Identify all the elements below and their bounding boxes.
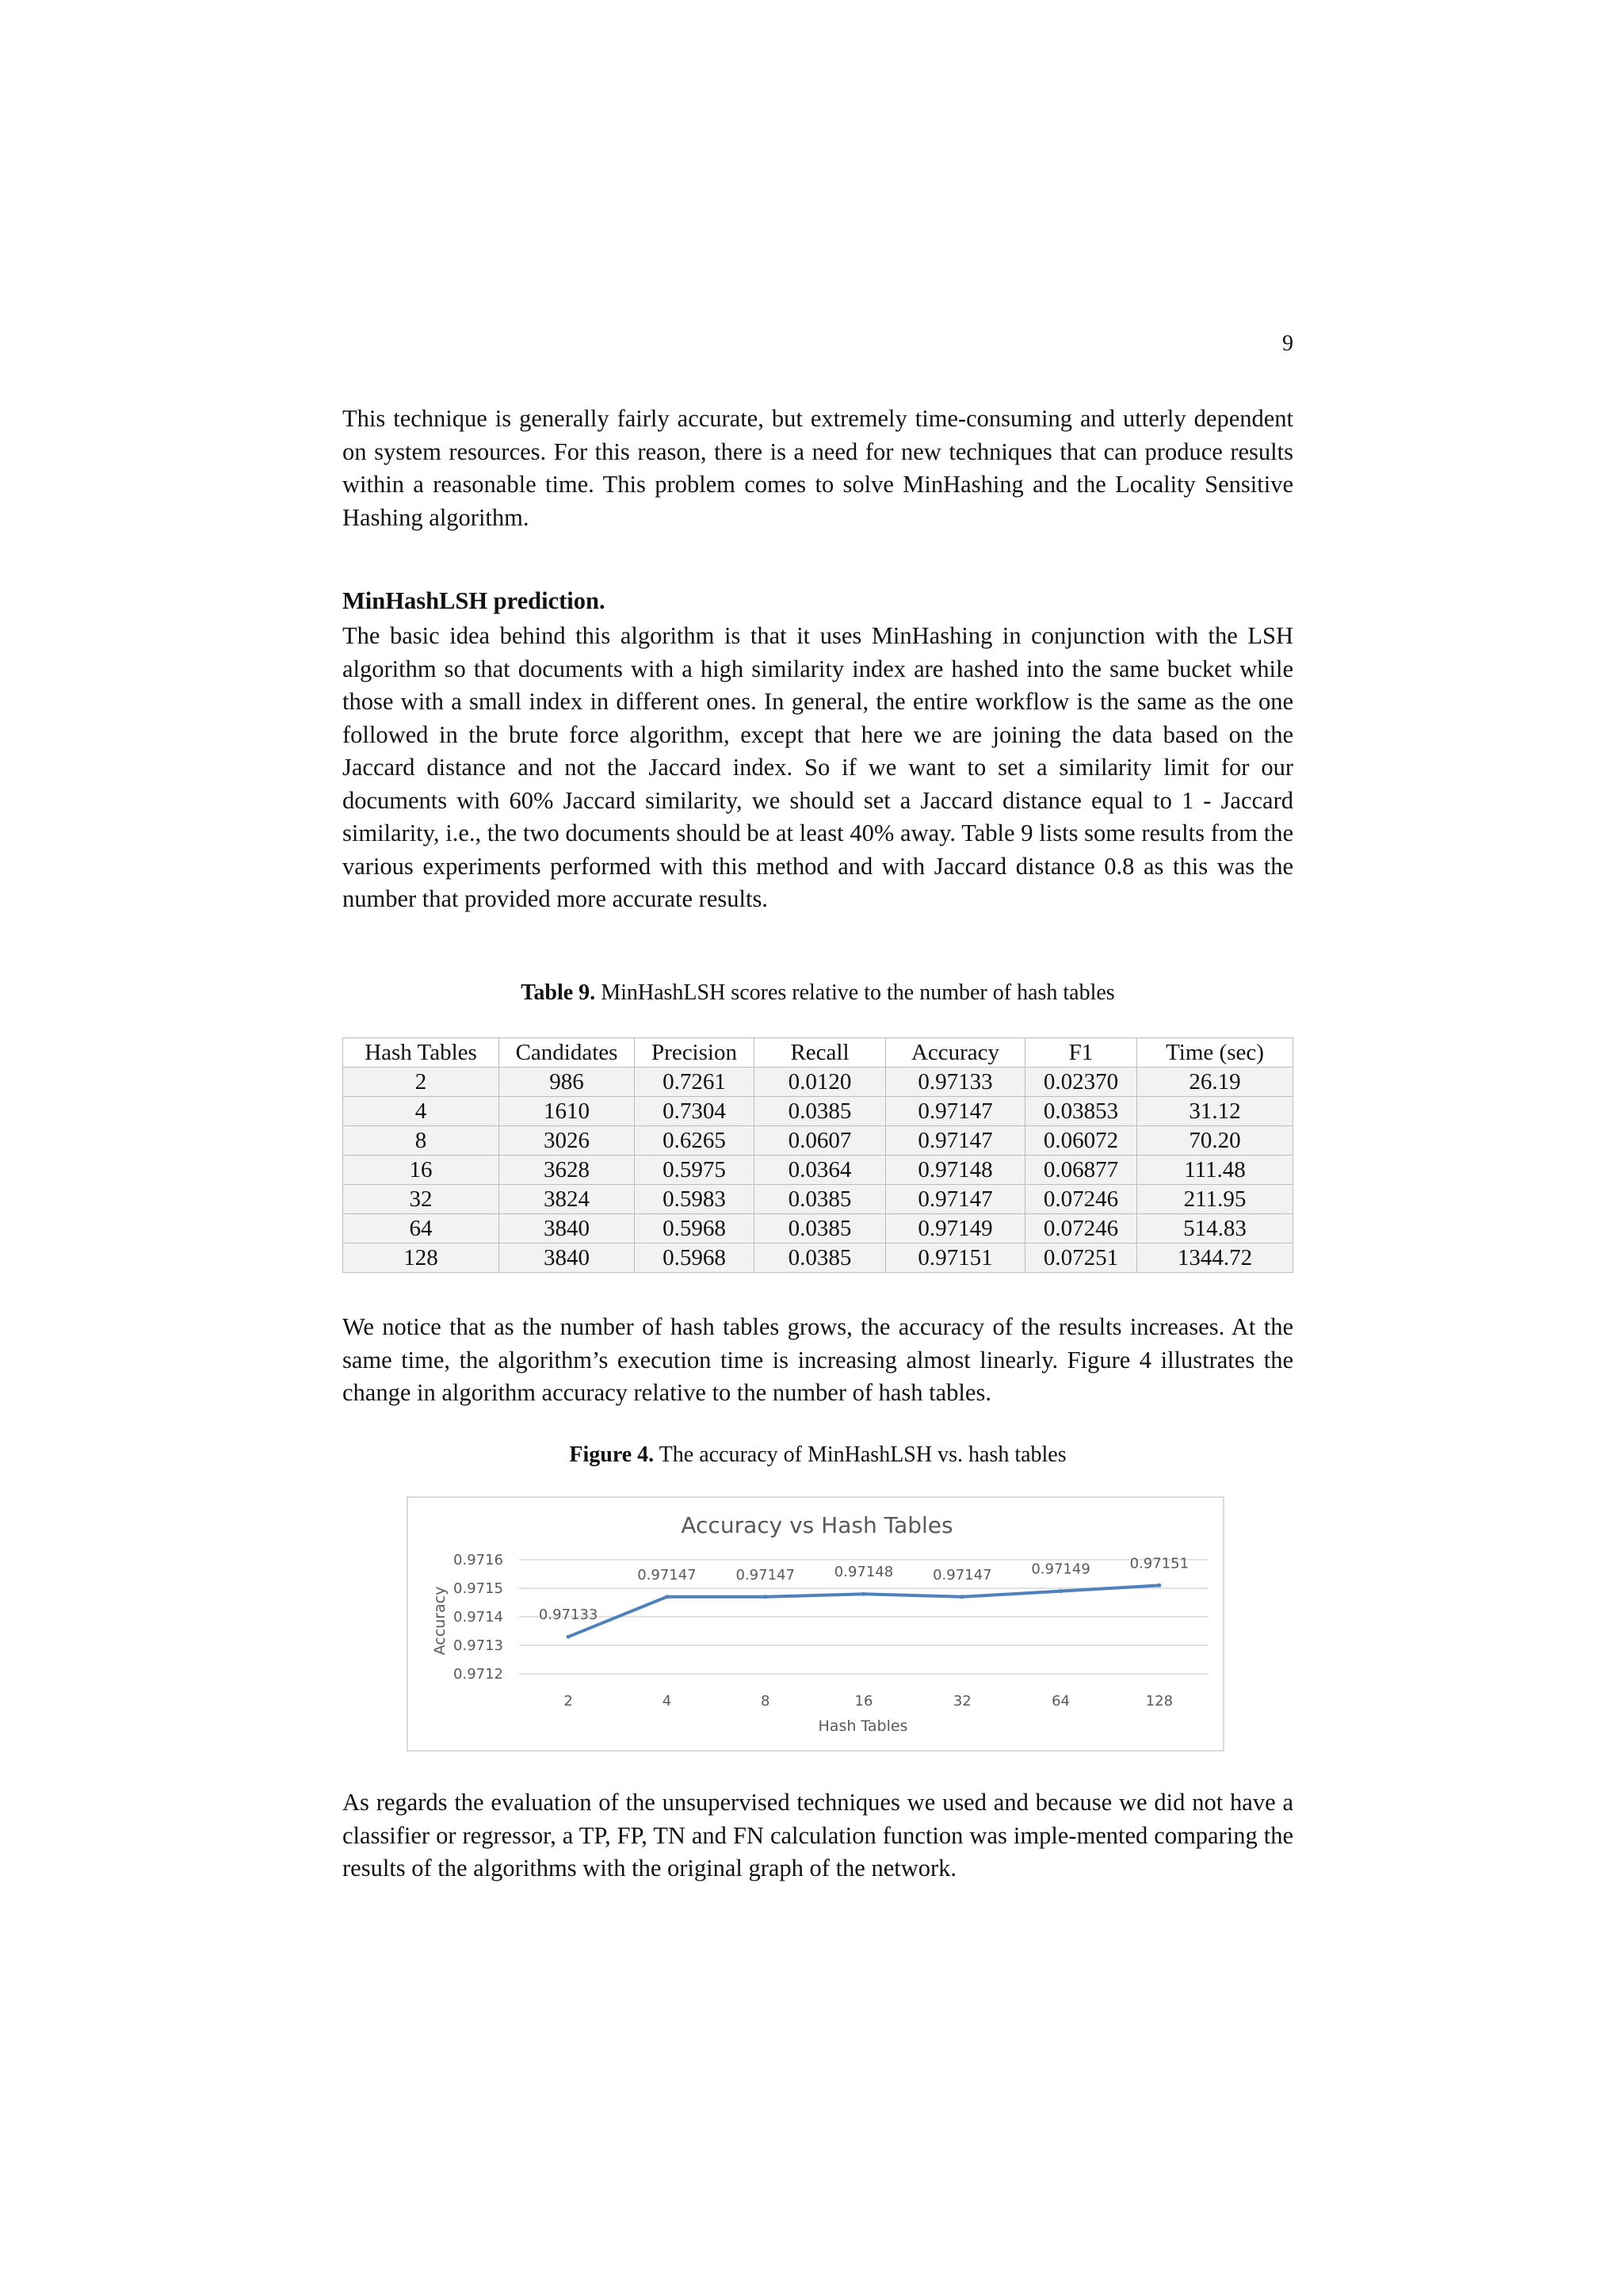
table-cell: 0.97148 <box>886 1156 1025 1185</box>
figure-caption-label: Figure 4. <box>569 1442 655 1467</box>
table-header-row <box>343 1038 1293 1068</box>
x-tick-label: 32 <box>953 1693 972 1710</box>
header-hash-tables: Hash Tables <box>343 1038 499 1068</box>
table-cell: 0.0607 <box>754 1126 886 1156</box>
table-cell: 0.07246 <box>1025 1185 1137 1214</box>
table-cell: 3628 <box>499 1156 635 1185</box>
table-cell: 128 <box>343 1244 499 1273</box>
y-tick-label: 0.9712 <box>453 1666 503 1683</box>
table-cell: 0.02370 <box>1025 1068 1137 1097</box>
data-point <box>567 1635 571 1639</box>
table-cell: 70.20 <box>1137 1126 1293 1156</box>
table-row <box>343 1068 1293 1097</box>
table-cell: 1344.72 <box>1137 1244 1293 1273</box>
table-cell: 0.07251 <box>1025 1244 1137 1273</box>
y-tick-label: 0.9713 <box>453 1637 503 1654</box>
table-caption-label: Table 9. <box>521 980 596 1005</box>
table-cell: 0.97133 <box>886 1068 1025 1097</box>
chart-title: Accuracy vs Hash Tables <box>681 1512 953 1538</box>
table-cell: 0.7304 <box>635 1097 754 1126</box>
table-cell: 0.6265 <box>635 1126 754 1156</box>
page-number: 9 <box>1282 331 1293 356</box>
table-cell: 0.0385 <box>754 1214 886 1244</box>
table-cell: 64 <box>343 1214 499 1244</box>
table-cell: 0.97149 <box>886 1214 1025 1244</box>
data-point <box>960 1595 964 1599</box>
data-label: 0.97147 <box>637 1566 697 1584</box>
data-label: 0.97148 <box>834 1564 894 1581</box>
table-cell: 16 <box>343 1156 499 1185</box>
table-row <box>343 1185 1293 1214</box>
table-cell: 3026 <box>499 1126 635 1156</box>
table-cell: 0.7261 <box>635 1068 754 1097</box>
table-row <box>343 1126 1293 1156</box>
x-tick-label: 4 <box>662 1693 672 1710</box>
table-cell: 0.0120 <box>754 1068 886 1097</box>
data-label: 0.97147 <box>933 1566 992 1584</box>
data-point <box>862 1592 866 1596</box>
data-label: 0.97147 <box>735 1566 795 1584</box>
table-cell: 3840 <box>499 1244 635 1273</box>
table-cell: 111.48 <box>1137 1156 1293 1185</box>
results-table <box>342 1037 1293 1273</box>
data-point <box>1059 1589 1063 1593</box>
y-tick-label: 0.9716 <box>453 1552 503 1568</box>
header-precision: Precision <box>635 1038 754 1068</box>
header-candidates: Candidates <box>499 1038 635 1068</box>
data-point <box>1157 1584 1161 1587</box>
table-cell: 0.5968 <box>635 1214 754 1244</box>
table-cell: 514.83 <box>1137 1214 1293 1244</box>
table-cell: 0.5983 <box>635 1185 754 1214</box>
header-time: Time (sec) <box>1137 1038 1293 1068</box>
table-cell: 0.0364 <box>754 1156 886 1185</box>
method-paragraph: The basic idea behind this algorithm is that it uses MinHashing in conjunction with the LSH algorithm so that documents with a high similarity index are hashed into the same bucket while those with a small index in different ones. In general, the entire workflow is the same as the one followed in the brute force algorithm, except that here we are joining the data based on the Jaccard distance and not the Jaccard index. So if we want to set a similarity limit for our documents with 60% Jaccard similarity, we should set a Jaccard distance equal to 1 - Jaccard similarity, i.e., the two documents should be at least 40% away. Table 9 lists some results from the various experiments performed with this method and with Jaccard distance 0.8 as this was the number that provided more accurate results. <box>342 622 1293 912</box>
x-tick-label: 16 <box>854 1693 873 1710</box>
x-tick-label: 64 <box>1052 1693 1071 1710</box>
table-cell: 4 <box>343 1097 499 1126</box>
table-cell: 986 <box>499 1068 635 1097</box>
table-cell: 0.07246 <box>1025 1214 1137 1244</box>
results-paragraph: We notice that as the number of hash tables grows, the accuracy of the results increases. At the same time, the algorithm’s execution time is increasing almost linearly. Figure 4 illustrates the change in algorithm accuracy relative to the number of hash tables. <box>342 1313 1293 1406</box>
table-cell: 0.5975 <box>635 1156 754 1185</box>
header-f1: F1 <box>1025 1038 1137 1068</box>
table-cell: 0.5968 <box>635 1244 754 1273</box>
y-axis-label: Accuracy <box>431 1586 449 1656</box>
x-tick-label: 8 <box>760 1693 770 1710</box>
table-cell: 0.0385 <box>754 1185 886 1214</box>
table-row <box>343 1244 1293 1273</box>
chart-canvas <box>408 1498 1226 1753</box>
table-cell: 1610 <box>499 1097 635 1126</box>
table-cell: 0.97147 <box>886 1185 1025 1214</box>
table-row <box>343 1097 1293 1126</box>
y-tick-label: 0.9714 <box>453 1609 503 1626</box>
table-caption-text: MinHashLSH scores relative to the number of hash tables <box>595 980 1115 1005</box>
table-cell: 0.06877 <box>1025 1156 1137 1185</box>
data-label: 0.97133 <box>538 1606 598 1624</box>
table-cell: 0.0385 <box>754 1097 886 1126</box>
table-cell: 0.97147 <box>886 1126 1025 1156</box>
table-cell: 3840 <box>499 1214 635 1244</box>
table-cell: 0.03853 <box>1025 1097 1137 1126</box>
table-row <box>343 1156 1293 1185</box>
header-recall: Recall <box>754 1038 886 1068</box>
y-tick-label: 0.9715 <box>453 1580 503 1597</box>
x-tick-label: 128 <box>1145 1693 1174 1710</box>
table-cell: 32 <box>343 1185 499 1214</box>
data-point <box>665 1595 669 1599</box>
table-row <box>343 1214 1293 1244</box>
table-cell: 0.06072 <box>1025 1126 1137 1156</box>
data-label: 0.97151 <box>1129 1555 1190 1572</box>
header-accuracy: Accuracy <box>886 1038 1025 1068</box>
table-cell: 3824 <box>499 1185 635 1214</box>
figure-caption <box>342 1442 1293 1468</box>
data-label: 0.97149 <box>1031 1561 1090 1578</box>
table-cell: 2 <box>343 1068 499 1097</box>
table-cell: 0.97151 <box>886 1244 1025 1273</box>
table-cell: 211.95 <box>1137 1185 1293 1214</box>
evaluation-paragraph: As regards the evaluation of the unsupervised techniques we used and because we did not have a classifier or regressor, a TP, FP, TN and FN calculation function was imple-mented comparing the results of the algorithms with the original graph of the network. <box>342 1789 1293 1881</box>
table-cell: 0.97147 <box>886 1097 1025 1126</box>
data-point <box>763 1595 767 1599</box>
x-tick-label: 2 <box>563 1693 573 1710</box>
accuracy-chart <box>407 1496 1224 1752</box>
table-cell: 8 <box>343 1126 499 1156</box>
table-cell: 0.0385 <box>754 1244 886 1273</box>
intro-paragraph: This technique is generally fairly accurate, but extremely time-consuming and utterly dependent on system resources. For this reason, there is a need for new techniques that can produce results within a reasonable time. This problem comes to solve MinHashing and the Locality Sensitive Hashing algorithm. <box>342 405 1293 531</box>
figure-caption-text: The accuracy of MinHashLSH vs. hash tables <box>654 1442 1067 1467</box>
x-axis-label: Hash Tables <box>818 1717 908 1735</box>
section-heading: MinHashLSH prediction. <box>342 587 605 614</box>
table-cell: 26.19 <box>1137 1068 1293 1097</box>
table-cell: 31.12 <box>1137 1097 1293 1126</box>
table-caption <box>342 980 1293 1006</box>
